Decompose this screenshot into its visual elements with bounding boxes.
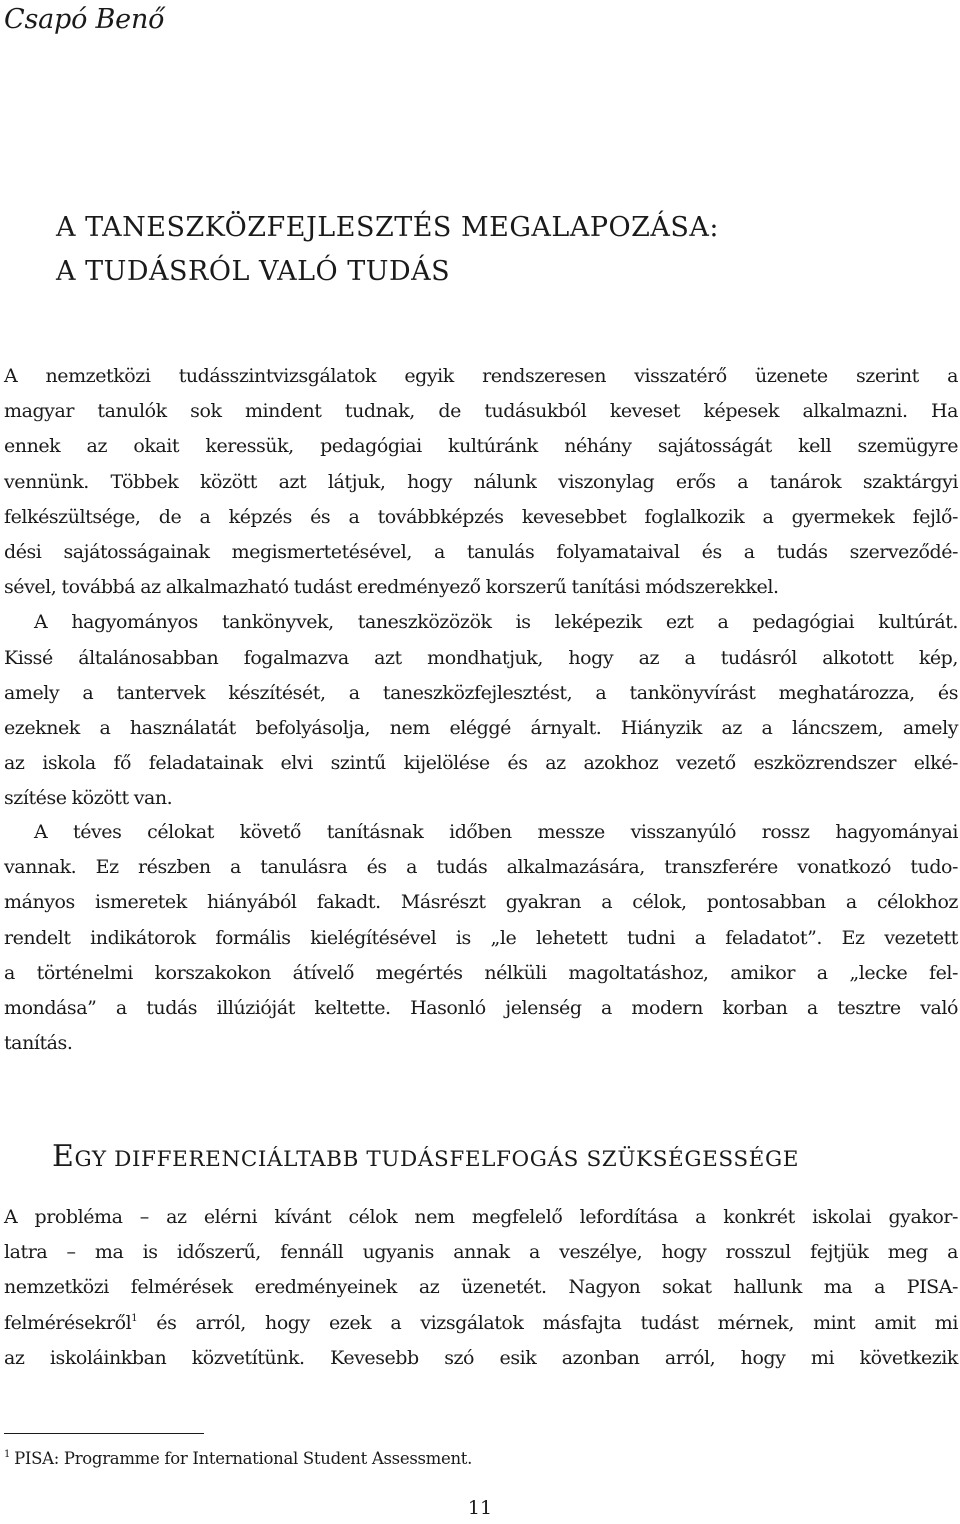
text-line: ennek az okait keressük, pedagógiai kultúránk néhány sajátosságát kell szemügyre bbox=[4, 435, 958, 458]
text-line: dési sajátosságainak megismertetésével, a tanulás folyamataival és a tudás szerveződé- bbox=[4, 540, 958, 563]
text-line: vennünk. Többek között azt látjuk, hogy nálunk viszonylag erős a tanárok szaktárgyi bbox=[4, 470, 958, 493]
text-line: A probléma – az elérni kívánt célok nem megfelelő lefordítása a konkrét iskolai gyakor- bbox=[4, 1206, 958, 1228]
text-line: felkészültsége, de a képzés és a továbbképzés kevesebbet foglalkozik a gyermekek fejlő- bbox=[4, 505, 958, 528]
author-name: Csapó Benő bbox=[4, 4, 165, 35]
text-line: az iskoláinkban közvetítünk. Kevesebb szó esik azonban arról, hogy mi következik bbox=[4, 1346, 958, 1369]
paragraph-3 bbox=[4, 1200, 958, 1376]
text-line: az iskola fő feladatainak elvi szintű kijelölése és az azokhoz vezető eszközrendszer elké- bbox=[4, 752, 958, 775]
chapter-title bbox=[56, 206, 719, 294]
section-heading bbox=[52, 1135, 799, 1182]
text-fragment: és arról, hogy ezek a vizsgálatok másfajta tudást mérnek, mint amit mi bbox=[137, 1311, 958, 1334]
text-line: Kissé általánosabban fogalmazva azt mondhatjuk, hogy az a tudásról alkotott kép, bbox=[4, 646, 958, 669]
text-line: mányos ismeretek hiányából fakadt. Másrészt gyakran a célok, pontosabban a célokhoz bbox=[4, 891, 958, 914]
footnote-mark: 1 bbox=[4, 1449, 11, 1460]
footnote-text: PISA: Programme for International Student Assessment. bbox=[14, 1449, 473, 1468]
text-line: ezeknek a használatát befolyásolja, nem eléggé árnyalt. Hiányzik az a láncszem, amely bbox=[4, 716, 958, 739]
text-line: sével, továbbá az alkalmazható tudást eredményező korszerű tanítási módszerekkel. bbox=[4, 576, 779, 599]
text-line: A téves célokat követő tanításnak időben messze visszanyúló rossz hagyományai bbox=[34, 821, 958, 843]
footnote-separator bbox=[4, 1433, 204, 1434]
chapter-title-line-1: A TANESZKÖZFEJLESZTÉS MEGALAPOZÁSA: bbox=[56, 212, 720, 243]
text-line: rendelt indikátorok formális kielégítésével is „le lehetett tudni a feladatot”. Ez vezetett bbox=[4, 926, 958, 949]
text-line: vannak. Ez részben a tanulásra és a tudás alkalmazására, transzferére vonatkozó tudo- bbox=[4, 856, 958, 879]
text-line bbox=[4, 1306, 958, 1341]
text-line: A hagyományos tankönyvek, taneszközözök is leképezik ezt a pedagógiai kultúrát. bbox=[34, 611, 958, 634]
text-line: A nemzetközi tudásszintvizsgálatok egyik rendszeresen visszatérő üzenete szerint a bbox=[4, 365, 958, 387]
chapter-title-line-2: A TUDÁSRÓL VALÓ TUDÁS bbox=[56, 256, 451, 287]
text-line: nemzetközi felmérések eredményeinek az üzenetét. Nagyon sokat hallunk ma a PISA- bbox=[4, 1276, 958, 1299]
text-fragment: felmérésekről bbox=[4, 1311, 132, 1334]
page-number: 11 bbox=[467, 1497, 493, 1519]
footnote bbox=[4, 1441, 472, 1473]
text-line: amely a tantervek készítését, a taneszközfejlesztést, a tankönyvírást meghatározza, és bbox=[4, 681, 958, 704]
footnote-reference[interactable]: 1 bbox=[131, 1312, 138, 1324]
section-heading-rest: GY DIFFERENCIÁLTABB TUDÁSFELFOGÁS SZÜKSÉGESSÉGE bbox=[74, 1147, 800, 1172]
text-line: tanítás. bbox=[4, 1032, 73, 1055]
paragraph-2 bbox=[4, 815, 958, 1061]
text-line: szítése között van. bbox=[4, 787, 173, 810]
paragraph-1 bbox=[4, 359, 958, 816]
text-line: latra – ma is időszerű, fennáll ugyanis annak a veszélye, hogy rosszul fejtjük meg a bbox=[4, 1241, 958, 1264]
text-line: a történelmi korszakokon átívelő megértés nélküli magoltatáshoz, amikor a „lecke fel- bbox=[4, 961, 958, 984]
section-heading-initial: E bbox=[52, 1139, 75, 1174]
text-line: magyar tanulók sok mindent tudnak, de tudásukból keveset képesek alkalmazni. Ha bbox=[4, 400, 958, 423]
text-line: mondása” a tudás illúzióját keltette. Hasonló jelenség a modern korban a tesztre való bbox=[4, 996, 958, 1019]
